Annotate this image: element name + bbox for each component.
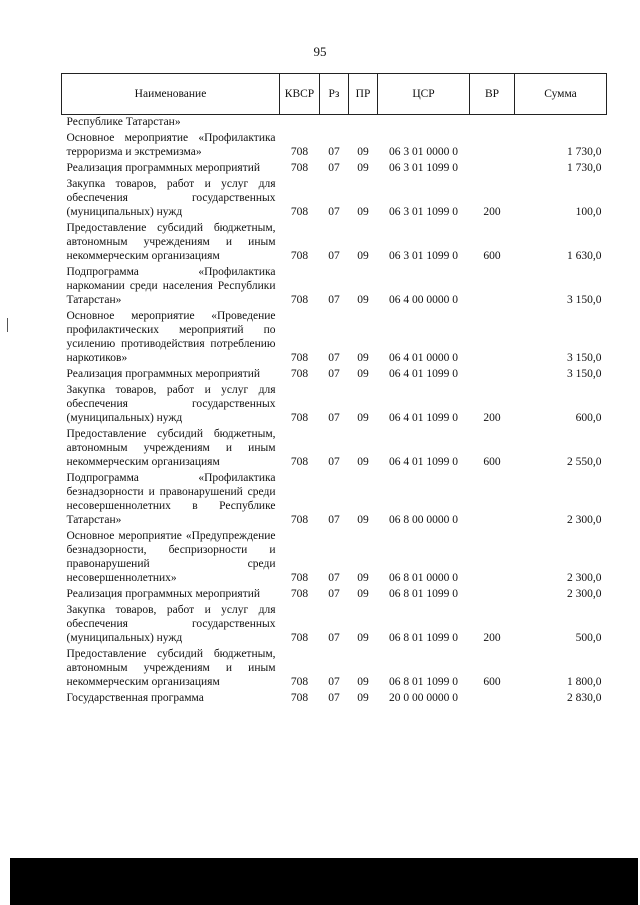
- cell-name: Основное мероприятие «Профилактика терроризма и экстремизма»: [66, 132, 276, 158]
- cell-pr: 09: [357, 676, 369, 688]
- cell-csr: 06 8 01 1099 0: [389, 588, 458, 600]
- cell-sum: 1 630,0: [567, 250, 602, 262]
- cell-vr: 600: [483, 456, 501, 468]
- cell-name: Предоставление субсидий бюджетным, автономным учреждениям и иным некоммерческим организациям: [66, 222, 276, 262]
- cell-kvsr: 708: [290, 676, 309, 688]
- cell-vr: [470, 689, 515, 705]
- cell-kvsr: 708: [290, 146, 309, 158]
- cell-pr: 09: [357, 588, 369, 600]
- cell-csr: 06 8 00 0000 0: [389, 514, 458, 526]
- table-row: [62, 129, 607, 159]
- cell-rz: 07: [328, 206, 340, 218]
- cell-sum: [515, 115, 607, 130]
- cell-vr: 200: [483, 632, 501, 644]
- header-rz: Рз: [320, 74, 349, 115]
- cell-name: Реализация программных мероприятий: [66, 368, 261, 380]
- cell-pr: 09: [357, 250, 369, 262]
- cell-kvsr: 708: [290, 412, 309, 424]
- cell-pr: 09: [357, 352, 369, 364]
- header-vr: ВР: [470, 74, 515, 115]
- cell-csr: 06 8 01 0000 0: [389, 572, 458, 584]
- cell-rz: 07: [328, 368, 340, 380]
- cell-sum: 2 830,0: [567, 692, 602, 704]
- cell-vr: [470, 585, 515, 601]
- cell-csr: 06 3 01 1099 0: [389, 162, 458, 174]
- table-row: [62, 307, 607, 365]
- cell-kvsr: 708: [290, 588, 309, 600]
- cell-pr: 09: [357, 294, 369, 306]
- cell-vr: 200: [483, 206, 501, 218]
- cell-name: Подпрограмма «Профилактика наркомании среди населения Республики Татарстан»: [66, 266, 276, 306]
- cell-kvsr: 708: [290, 162, 309, 174]
- cell-kvsr: 708: [290, 514, 309, 526]
- cell-sum: 1 800,0: [567, 676, 602, 688]
- cell-csr: 06 3 01 1099 0: [389, 206, 458, 218]
- budget-table: [61, 73, 607, 705]
- cell-name: Закупка товаров, работ и услуг для обеспечения государственных (муниципальных) нужд: [66, 178, 276, 218]
- cell-csr: 06 8 01 1099 0: [389, 632, 458, 644]
- cell-csr: 06 4 01 1099 0: [389, 456, 458, 468]
- page-number: 95: [313, 44, 327, 59]
- cell-name: Основное мероприятие «Проведение профилактических мероприятий по усилению противодействия потреблению наркотиков»: [66, 310, 276, 364]
- cell-sum: 600,0: [575, 412, 602, 424]
- table-header: [62, 74, 607, 115]
- cell-sum: 3 150,0: [567, 294, 602, 306]
- cell-kvsr: 708: [290, 456, 309, 468]
- cell-name: Основное мероприятие «Предупреждение безнадзорности, беспризорности и правонарушений среди несовершеннолетних»: [66, 530, 276, 584]
- cell-csr: 06 3 01 0000 0: [389, 146, 458, 158]
- cell-kvsr: 708: [290, 572, 309, 584]
- cell-name: Предоставление субсидий бюджетным, автономным учреждениям и иным некоммерческим организациям: [66, 648, 276, 688]
- cell-rz: 07: [328, 572, 340, 584]
- cell-vr: [470, 307, 515, 365]
- cell-name: Реализация программных мероприятий: [66, 588, 261, 600]
- cell-vr: [470, 115, 515, 130]
- cell-name: Предоставление субсидий бюджетным, автономным учреждениям и иным некоммерческим организациям: [66, 428, 276, 468]
- cell-sum: 2 550,0: [567, 456, 602, 468]
- table-row: [62, 469, 607, 527]
- cell-vr: [470, 263, 515, 307]
- table-row: [62, 585, 607, 601]
- cell-rz: 07: [328, 162, 340, 174]
- table-row: [62, 115, 607, 130]
- cell-vr: [470, 159, 515, 175]
- cell-vr: [470, 469, 515, 527]
- cell-pr: 09: [357, 368, 369, 380]
- table-row: [62, 425, 607, 469]
- header-kvsr: КВСР: [280, 74, 320, 115]
- cell-sum: 2 300,0: [567, 588, 602, 600]
- cell-rz: 07: [328, 588, 340, 600]
- cell-pr: 09: [357, 632, 369, 644]
- scan-bottom-bar: [10, 858, 638, 905]
- cell-kvsr: 708: [290, 632, 309, 644]
- cell-rz: 07: [328, 514, 340, 526]
- cell-kvsr: 708: [290, 250, 309, 262]
- table-row: [62, 159, 607, 175]
- cell-csr: 06 4 01 0000 0: [389, 352, 458, 364]
- cell-csr: 06 4 00 0000 0: [389, 294, 458, 306]
- cell-sum: 3 150,0: [567, 352, 602, 364]
- table-row: [62, 381, 607, 425]
- cell-kvsr: 708: [290, 352, 309, 364]
- cell-csr: 06 4 01 1099 0: [389, 368, 458, 380]
- cell-rz: 07: [328, 294, 340, 306]
- cell-csr: 06 3 01 1099 0: [389, 250, 458, 262]
- cell-kvsr: [280, 115, 320, 130]
- cell-name: Республике Татарстан»: [66, 116, 181, 128]
- cell-rz: 07: [328, 146, 340, 158]
- cell-csr: 06 8 01 1099 0: [389, 676, 458, 688]
- cell-sum: 2 300,0: [567, 514, 602, 526]
- cell-rz: 07: [328, 412, 340, 424]
- table-row: [62, 365, 607, 381]
- cell-kvsr: 708: [290, 368, 309, 380]
- cell-sum: 2 300,0: [567, 572, 602, 584]
- cell-pr: 09: [357, 146, 369, 158]
- table-row: [62, 219, 607, 263]
- cell-kvsr: 708: [290, 294, 309, 306]
- cell-csr: 20 0 00 0000 0: [389, 692, 458, 704]
- cell-sum: 100,0: [575, 206, 602, 218]
- table-row: [62, 601, 607, 645]
- cell-kvsr: 708: [290, 206, 309, 218]
- cell-pr: 09: [357, 572, 369, 584]
- header-sum: Сумма: [515, 74, 607, 115]
- cell-pr: [349, 115, 378, 130]
- cell-rz: 07: [328, 250, 340, 262]
- header-csr: ЦСР: [378, 74, 470, 115]
- cell-name: Государственная программа: [66, 692, 204, 704]
- cell-rz: 07: [328, 676, 340, 688]
- cell-name: Закупка товаров, работ и услуг для обеспечения государственных (муниципальных) нужд: [66, 604, 276, 644]
- margin-mark: [7, 318, 8, 332]
- table-row: [62, 175, 607, 219]
- cell-kvsr: 708: [290, 692, 309, 704]
- cell-vr: [470, 365, 515, 381]
- cell-name: Закупка товаров, работ и услуг для обеспечения государственных (муниципальных) нужд: [66, 384, 276, 424]
- cell-vr: [470, 129, 515, 159]
- table-row: [62, 689, 607, 705]
- cell-rz: 07: [328, 456, 340, 468]
- cell-csr: [378, 115, 470, 130]
- cell-pr: 09: [357, 206, 369, 218]
- cell-vr: 200: [483, 412, 501, 424]
- header-name: Наименование: [62, 74, 280, 115]
- cell-pr: 09: [357, 412, 369, 424]
- cell-pr: 09: [357, 514, 369, 526]
- cell-csr: 06 4 01 1099 0: [389, 412, 458, 424]
- table-row: [62, 645, 607, 689]
- budget-table-container: [61, 73, 606, 705]
- table-body: [62, 115, 607, 706]
- cell-vr: 600: [483, 676, 501, 688]
- cell-name: Подпрограмма «Профилактика безнадзорности и правонарушений среди несовершеннолетних в Республике Татарстан»: [66, 472, 276, 526]
- cell-rz: 07: [328, 632, 340, 644]
- cell-name: Реализация программных мероприятий: [66, 162, 261, 174]
- cell-rz: 07: [328, 692, 340, 704]
- cell-vr: [470, 527, 515, 585]
- header-pr: ПР: [349, 74, 378, 115]
- cell-pr: 09: [357, 456, 369, 468]
- cell-rz: 07: [328, 352, 340, 364]
- cell-pr: 09: [357, 162, 369, 174]
- cell-pr: 09: [357, 692, 369, 704]
- cell-rz: [320, 115, 349, 130]
- table-row: [62, 527, 607, 585]
- cell-sum: 500,0: [575, 632, 602, 644]
- cell-sum: 1 730,0: [567, 162, 602, 174]
- table-row: [62, 263, 607, 307]
- cell-sum: 3 150,0: [567, 368, 602, 380]
- cell-vr: 600: [483, 250, 501, 262]
- cell-sum: 1 730,0: [567, 146, 602, 158]
